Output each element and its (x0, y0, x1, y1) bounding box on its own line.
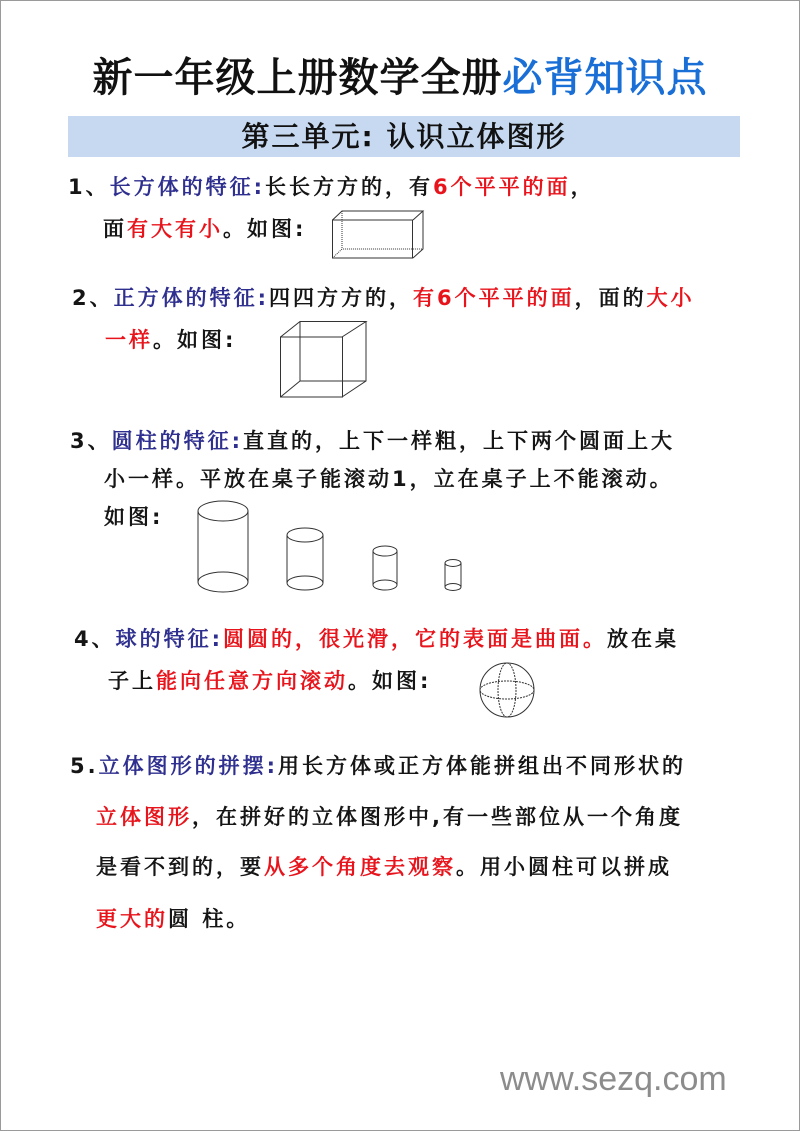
text-segment: 立体图形 (96, 805, 192, 829)
text-segment: 更大的 (96, 907, 168, 931)
text-segment: 。如图: (223, 217, 307, 241)
point-5-line-3 (96, 853, 672, 881)
text-segment: 立体图形的拼摆: (98, 754, 278, 778)
text-segment: 有大有小 (127, 217, 223, 241)
text-segment: 从多个角度去观察 (264, 855, 456, 879)
cuboid-figure (332, 210, 424, 260)
text-segment: 一样 (105, 328, 153, 352)
text-segment: 4、 (74, 627, 116, 651)
cylinder-small (373, 546, 397, 590)
text-segment: 面 (103, 217, 127, 241)
text-segment: 长方体的特征: (109, 175, 266, 199)
point-3-line-1 (70, 427, 675, 455)
text-segment: 直直的，上下一样粗，上下两个圆面上大 (243, 429, 676, 453)
text-segment: 如图: (104, 505, 164, 529)
text-segment: 小一样。平放在桌子能滚动1，立在桌子上不能滚动。 (104, 467, 674, 491)
text-segment: 是看不到的，要 (96, 855, 264, 879)
text-segment: 5. (70, 754, 99, 778)
text-segment: 长长方方的，有 (265, 175, 434, 199)
text-segment: 能向任意方向滚动 (156, 669, 348, 693)
title-main: 新一年级上册数学全册 (92, 55, 503, 101)
text-segment: 。如图: (153, 328, 237, 352)
text-segment: 圆柱的特征: (111, 429, 244, 453)
cylinder-large (198, 501, 248, 592)
text-segment: 四四方方的， (269, 286, 414, 310)
sphere-figure (479, 662, 537, 720)
text-segment: 2、 (72, 286, 114, 310)
point-5-line-4 (96, 905, 250, 933)
point-1-line-1 (68, 173, 595, 201)
cylinders-figure (195, 497, 465, 597)
text-segment: 。用小圆柱可以拼成 (456, 855, 672, 879)
text-segment: ，面的 (574, 286, 647, 310)
cylinder-tiny (445, 560, 461, 591)
text-segment: 圆 柱。 (168, 907, 251, 931)
watermark: www.sezq.com (500, 1060, 727, 1098)
text-segment: 有6个平平的面 (413, 286, 575, 310)
text-segment: 3、 (70, 429, 112, 453)
unit-banner: 第三单元: 认识立体图形 (68, 116, 740, 157)
cylinder-medium (287, 528, 323, 590)
text-segment: 正方体的特征: (113, 286, 270, 310)
page-title (0, 46, 800, 103)
point-2-line-1 (72, 284, 695, 312)
point-4-line-1 (74, 625, 679, 653)
text-segment: 大小 (646, 286, 695, 310)
text-segment: 用长方体或正方体能拼组出不同形状的 (278, 754, 686, 778)
text-segment: 球的特征: (115, 627, 224, 651)
text-segment: ，在拼好的立体图形中,有一些部位从一个角度 (192, 805, 683, 829)
text-segment: 放在桌 (607, 627, 680, 651)
text-segment: 。如图: (348, 669, 432, 693)
text-segment: 圆圆的，很光滑，它的表面是曲面。 (223, 627, 608, 651)
title-highlight: 必背知识点 (502, 55, 708, 101)
text-segment: 6个平平的面 (433, 175, 571, 199)
cube-figure (280, 321, 368, 399)
text-segment: 子上 (108, 669, 156, 693)
point-5-line-2 (96, 803, 683, 831)
point-3-line-3 (104, 503, 163, 531)
point-1-line-2 (103, 215, 306, 243)
point-5-line-1 (70, 752, 686, 780)
point-3-line-2 (104, 465, 674, 493)
point-2-line-2 (105, 326, 236, 354)
point-4-line-2 (108, 667, 431, 695)
text-segment: ， (570, 175, 595, 199)
text-segment: 1、 (68, 175, 110, 199)
